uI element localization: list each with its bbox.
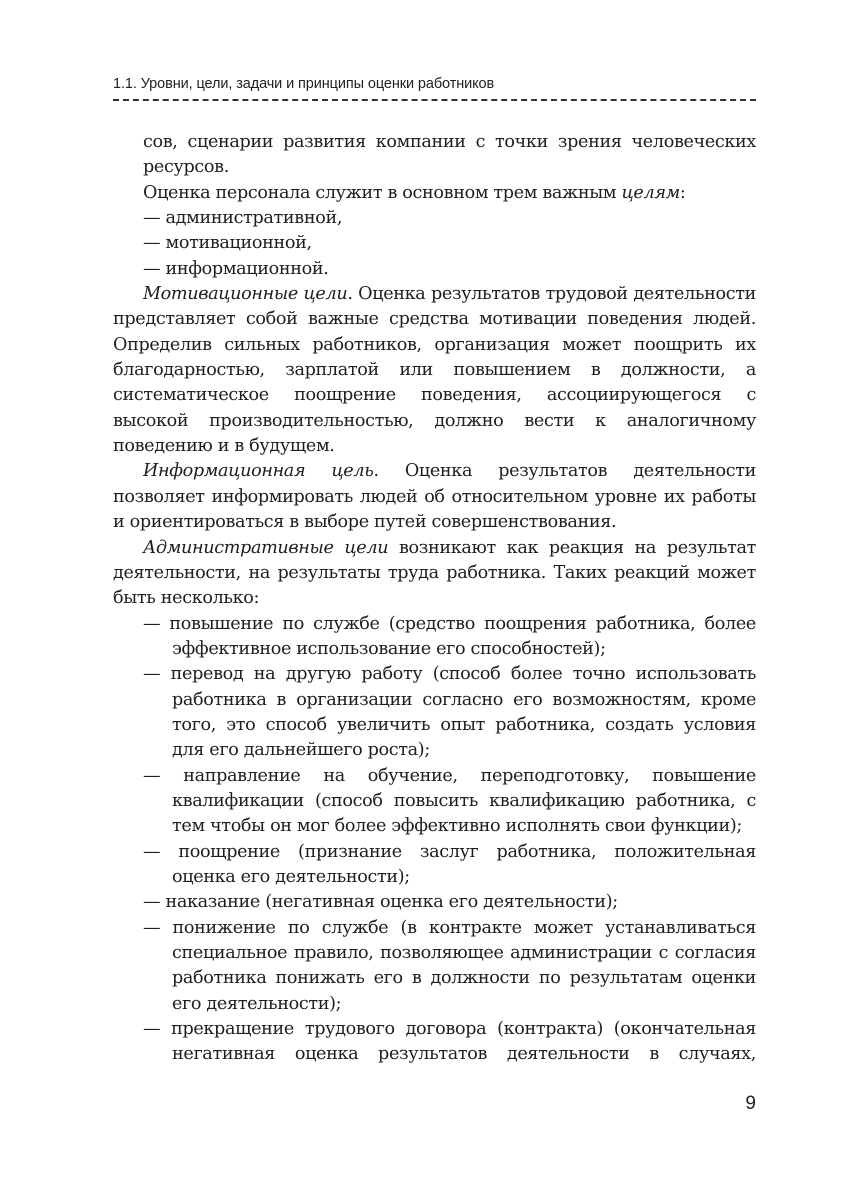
reaction-item: — перевод на другую работу (способ более точно использовать работника в организации согласно его возможностям, кроме того, это способ увеличить опыт работника, создать условия для его дальнейшего роста); [143, 664, 756, 761]
reaction-item: — понижение по службе (в контракте может устанавливаться специальное правило, позволяющее администрации с согласия работника понижать его в должности по результатам оценки его деятельности); [143, 917, 756, 1014]
purpose-item: — административной, [143, 208, 343, 229]
page-body [113, 130, 756, 1068]
administrative-goals-paragraph: Административные цели возникают как реакция на результат деятельности, на результаты труда работника. Таких реакций может быть несколько: [113, 537, 756, 609]
informational-goal-paragraph: Информационная цель. Оценка результатов деятельности позволяет информировать людей об относительном уровне их работы и ориентироваться в выборе путей совершенствования. [113, 461, 757, 533]
reaction-item: — поощрение (признание заслуг работника, положительная оценка его деятельности); [143, 841, 756, 887]
running-header: 1.1. Уровни, цели, задачи и принципы оценки работников [113, 76, 495, 92]
motivational-goals-paragraph: Мотивационные цели. Оценка результатов трудовой деятельности представляет собой важные средства мотивации поведения людей. Определив сильных работников, организация может поощрить их благодарностью, зарплатой или повышением в должности, а систематическое поощрение поведения, ассоциирующегося с высокой производительностью, должно вести к аналогичному поведению и в будущем. [113, 284, 757, 457]
reaction-item: — повышение по службе (средство поощрения работника, более эффективное использование его способностей); [143, 613, 756, 659]
purpose-item: — информационной. [143, 258, 329, 279]
reaction-item: — наказание (негативная оценка его деятельности); [143, 892, 618, 913]
page-number: 9 [745, 1093, 756, 1114]
purposes-intro: Оценка персонала служит в основном трем важным целям: [143, 182, 686, 203]
reaction-item: — направление на обучение, переподготовку, повышение квалификации (способ повысить квалификацию работника, с тем чтобы он мог более эффективно исполнять свои функции); [143, 765, 756, 837]
header-divider [113, 99, 756, 101]
reaction-item: — прекращение трудового договора (контракта) (окончательная негативная оценка результатов деятельности в случаях, [143, 1019, 756, 1065]
continued-paragraph: сов, сценарии развития компании с точки зрения человеческих ресурсов. [143, 132, 756, 178]
purpose-item: — мотивационной, [143, 233, 312, 254]
